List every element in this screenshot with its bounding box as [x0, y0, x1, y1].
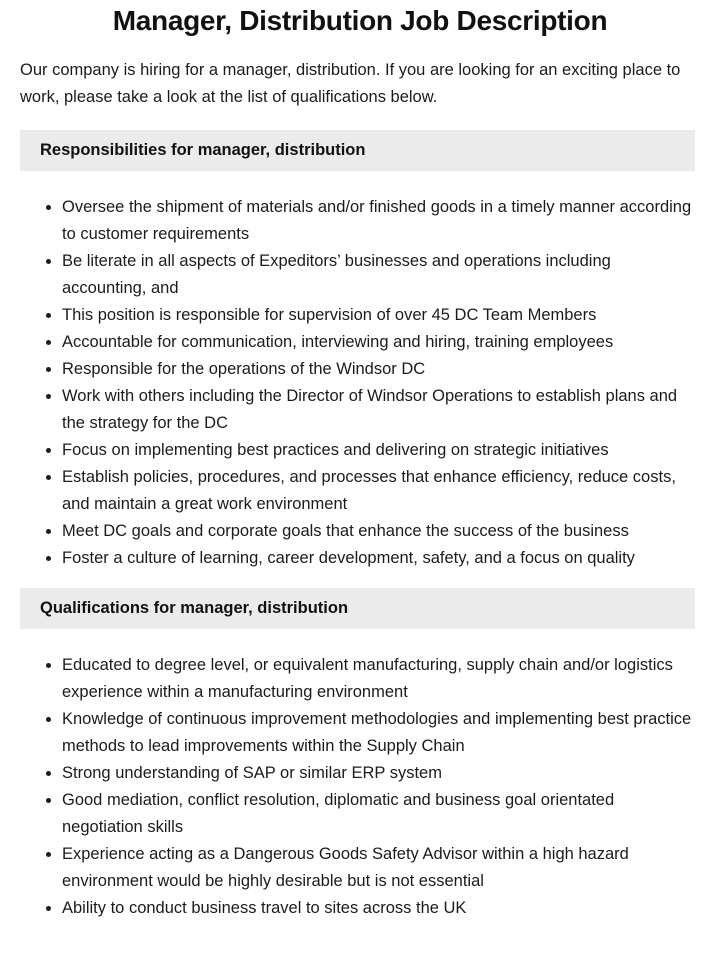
list-item: Foster a culture of learning, career development, safety, and a focus on quality [62, 545, 692, 572]
list-item: Educated to degree level, or equivalent manufacturing, supply chain and/or logistics experience within a manufacturing environment [62, 652, 692, 706]
list-item: Oversee the shipment of materials and/or finished goods in a timely manner according to customer requirements [62, 194, 692, 248]
job-description-page [0, 5, 720, 980]
list-item: Accountable for communication, interviewing and hiring, training employees [62, 329, 692, 356]
list-item: Knowledge of continuous improvement methodologies and implementing best practice methods to lead improvements within the Supply Chain [62, 706, 692, 760]
list-item: Be literate in all aspects of Expeditors’ businesses and operations including accounting, and [62, 248, 692, 302]
list-item: Responsible for the operations of the Windsor DC [62, 356, 692, 383]
list-item: Ability to conduct business travel to sites across the UK [62, 895, 692, 922]
list-item: Focus on implementing best practices and delivering on strategic initiatives [62, 437, 692, 464]
list-item: Strong understanding of SAP or similar ERP system [62, 760, 692, 787]
section-header-responsibilities: Responsibilities for manager, distribution [20, 130, 695, 171]
list-item: This position is responsible for supervision of over 45 DC Team Members [62, 302, 692, 329]
section-header-qualifications: Qualifications for manager, distribution [20, 588, 695, 629]
list-item: Establish policies, procedures, and processes that enhance efficiency, reduce costs, and maintain a great work environment [62, 464, 692, 518]
qualifications-list [0, 652, 720, 922]
section-responsibilities [0, 130, 720, 572]
list-item: Meet DC goals and corporate goals that enhance the success of the business [62, 518, 692, 545]
responsibilities-list [0, 194, 720, 572]
list-item: Work with others including the Director of Windsor Operations to establish plans and the strategy for the DC [62, 383, 692, 437]
intro-paragraph: Our company is hiring for a manager, distribution. If you are looking for an exciting place to work, please take a look at the list of qualifications below. [20, 61, 681, 106]
page-title: Manager, Distribution Job Description [112, 5, 608, 36]
list-item: Good mediation, conflict resolution, diplomatic and business goal orientated negotiation skills [62, 787, 692, 841]
list-item: Experience acting as a Dangerous Goods Safety Advisor within a high hazard environment would be highly desirable but is not essential [62, 841, 692, 895]
section-qualifications [0, 588, 720, 922]
